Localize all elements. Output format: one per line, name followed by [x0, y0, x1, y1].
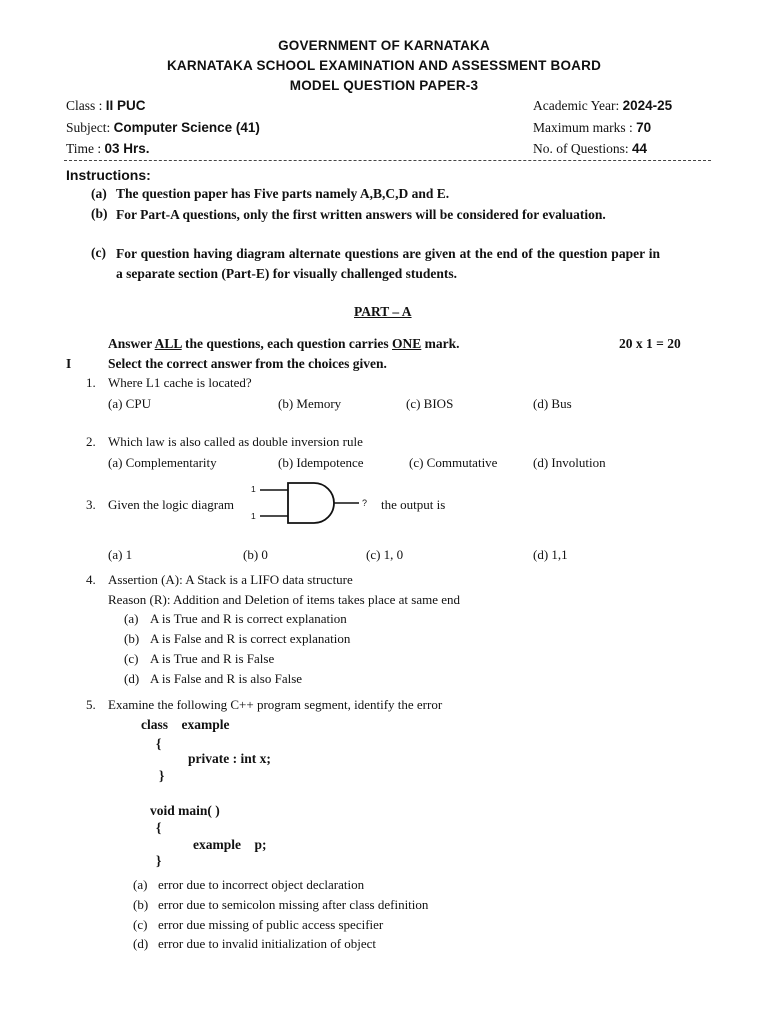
- maximum-marks-info: [533, 120, 651, 136]
- q4-assertion: Assertion (A): A Stack is a LIFO data structure: [108, 572, 353, 587]
- answer-one: ONE: [392, 336, 422, 351]
- part-a-directions: [108, 336, 460, 352]
- q5-option-a: error due to incorrect object declaration: [158, 877, 365, 892]
- q4-option-c: A is True and R is False: [150, 651, 275, 666]
- q5-option-d: error due to invalid initialization of object: [158, 936, 377, 951]
- maximum-marks-value: 70: [636, 120, 652, 135]
- q3-text: Given the logic diagram: [108, 497, 234, 512]
- q1-option-d: (d) Bus: [533, 396, 572, 411]
- q4-option-c-tag: (c): [124, 651, 139, 666]
- time-info: [66, 141, 150, 157]
- q5-option-c: error due missing of public access specifier: [158, 917, 384, 932]
- instructions-heading: Instructions:: [66, 167, 151, 183]
- code-line-object: example p;: [193, 837, 267, 852]
- q4-option-d: A is False and R is also False: [150, 671, 303, 686]
- q5-text: Examine the following C++ program segment, identify the error: [108, 697, 443, 712]
- class-label: Class :: [66, 98, 106, 113]
- q2-number: 2.: [86, 434, 96, 449]
- q1-option-b: (b) Memory: [278, 396, 342, 411]
- q4-reason: Reason (R): Addition and Deletion of items takes place at same end: [108, 592, 460, 607]
- class-value: II PUC: [105, 98, 146, 113]
- number-of-questions-info: [533, 141, 647, 157]
- and-gate-diagram: [248, 480, 374, 526]
- subject-value: Computer Science (41): [113, 120, 260, 135]
- q5-option-c-tag: (c): [133, 917, 148, 932]
- q2-option-a: (a) Complementarity: [108, 455, 217, 470]
- answer-mid: the questions, each question carries: [181, 336, 393, 351]
- code-line-main: void main( ): [150, 803, 220, 818]
- time-label: Time :: [66, 141, 105, 156]
- section-number: I: [66, 356, 72, 371]
- q5-option-b: error due to semicolon missing after class definition: [158, 897, 429, 912]
- subject-label: Subject:: [66, 120, 114, 135]
- part-a-marks: 20 x 1 = 20: [619, 336, 681, 351]
- q4-option-b: A is False and R is correct explanation: [150, 631, 351, 646]
- q1-option-a: (a) CPU: [108, 396, 151, 411]
- dashed-divider: [64, 160, 711, 161]
- class-info: [66, 98, 146, 114]
- academic-year-info: [533, 98, 672, 114]
- q1-option-c: (c) BIOS: [406, 396, 454, 411]
- q3-number: 3.: [86, 497, 96, 512]
- q3-text-suffix: the output is: [381, 497, 446, 512]
- instruction-a-tag: (a): [91, 186, 107, 201]
- instruction-c: For question having diagram alternate questions are given at the end of the question paper in a separate section (Part-E) for visually challenged students.: [116, 246, 660, 281]
- instruction-b-tag: (b): [91, 206, 108, 221]
- q2-option-b: (b) Idempotence: [278, 455, 364, 470]
- time-value: 03 Hrs.: [104, 141, 150, 156]
- academic-year-label: Academic Year:: [533, 98, 623, 113]
- instruction-a: The question paper has Five parts namely A,B,C,D and E.: [116, 186, 450, 201]
- section-directions: Select the correct answer from the choices given.: [108, 356, 387, 371]
- q5-option-d-tag: (d): [133, 936, 149, 951]
- q2-option-d: (d) Involution: [533, 455, 606, 470]
- q4-option-a: A is True and R is correct explanation: [150, 611, 347, 626]
- q5-option-a-tag: (a): [133, 877, 148, 892]
- code-line-open-brace-2: {: [156, 820, 162, 835]
- q5-option-b-tag: (b): [133, 897, 149, 912]
- and-gate-icon: [288, 483, 334, 523]
- code-line-close-brace-2: }: [156, 853, 162, 868]
- gate-input-2: 1: [251, 511, 256, 521]
- instruction-c-tag: (c): [91, 245, 106, 260]
- q3-option-d: (d) 1,1: [533, 547, 568, 562]
- part-a-title: PART – A: [354, 304, 412, 319]
- q3-option-c: (c) 1, 0: [366, 547, 404, 562]
- answer-all: ALL: [154, 336, 182, 351]
- answer-post: mark.: [421, 336, 460, 351]
- number-of-questions-label: No. of Questions:: [533, 141, 632, 156]
- q4-number: 4.: [86, 572, 96, 587]
- subject-info: [66, 120, 260, 136]
- number-of-questions-value: 44: [632, 141, 648, 156]
- instruction-b: For Part-A questions, only the first written answers will be considered for evaluation.: [116, 207, 606, 222]
- q3-option-a: (a) 1: [108, 547, 133, 562]
- q4-option-a-tag: (a): [124, 611, 139, 626]
- code-line-private: private : int x;: [188, 751, 271, 766]
- board-header-line1: GOVERNMENT OF KARNATAKA: [278, 38, 490, 53]
- q4-option-b-tag: (b): [124, 631, 140, 646]
- q1-number: 1.: [86, 375, 96, 390]
- q1-text: Where L1 cache is located?: [108, 375, 252, 390]
- board-header-line2: KARNATAKA SCHOOL EXAMINATION AND ASSESSMENT BOARD: [166, 58, 602, 73]
- q2-option-c: (c) Commutative: [409, 455, 498, 470]
- maximum-marks-label: Maximum marks :: [533, 120, 637, 135]
- q2-text: Which law is also called as double inversion rule: [108, 434, 363, 449]
- gate-input-1: 1: [251, 484, 256, 494]
- code-line-open-brace-1: {: [156, 736, 162, 751]
- code-line-class: class example: [141, 717, 230, 732]
- gate-output: ?: [362, 498, 368, 508]
- q3-option-b: (b) 0: [243, 547, 268, 562]
- answer-pre: Answer: [108, 336, 155, 351]
- code-line-close-brace-1: }: [159, 768, 165, 783]
- q5-number: 5.: [86, 697, 96, 712]
- q4-option-d-tag: (d): [124, 671, 140, 686]
- academic-year-value: 2024-25: [622, 98, 673, 113]
- paper-title: MODEL QUESTION PAPER-3: [289, 78, 479, 93]
